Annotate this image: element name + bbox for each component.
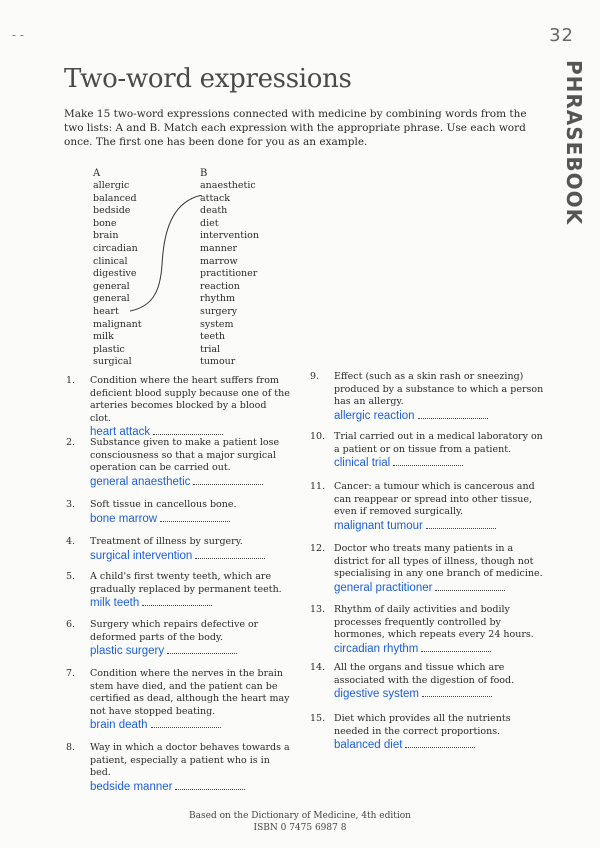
list-b-word: practitioner (200, 268, 258, 280)
question-text (334, 713, 544, 753)
list-b-word: diet (200, 217, 219, 229)
question-definition: Effect (such as a skin rash or sneezing) produced by a substance to which a person has an allergy. (334, 371, 544, 408)
answer-field[interactable]: general anaesthetic (90, 475, 191, 488)
list-b-word: teeth (200, 331, 225, 343)
footer-source: Based on the Dictionary of Medicine, 4th edition (189, 811, 411, 821)
answer-field[interactable]: digestive system (334, 688, 420, 701)
question-definition: Cancer: a tumour which is cancerous and can reappear or spread into other tissue, even if removed surgically. (334, 481, 535, 518)
answer-blank-line (421, 642, 491, 652)
answer-blank-line (160, 512, 230, 522)
answer-blank-line (151, 718, 221, 728)
list-a-word: balanced (93, 192, 137, 204)
footer-isbn: ISBN 0 7475 6987 8 (253, 823, 347, 833)
question-number: 2. (66, 437, 76, 448)
answer-blank-line (422, 687, 492, 697)
question-text (334, 431, 544, 471)
question-definition: Condition where the nerves in the brain stem have died, and the patient can be certified as dead, although the heart may not have stopped beating. (90, 668, 290, 717)
answer-field[interactable]: malignant tumour (334, 519, 423, 532)
question-number: 15. (310, 713, 326, 724)
answer-field[interactable]: plastic surgery (90, 645, 165, 658)
question-text (334, 662, 544, 702)
list-b-word: marrow (200, 255, 238, 267)
list-a-word: malignant (93, 318, 142, 330)
answer-field[interactable]: balanced diet (334, 739, 403, 752)
question-number: 12. (310, 543, 326, 554)
question-number: 1. (66, 375, 76, 386)
list-b-word: system (200, 318, 234, 330)
answer-field[interactable]: circadian rhythm (334, 642, 419, 655)
list-b-word: anaesthetic (200, 180, 256, 191)
question-number: 6. (66, 619, 76, 630)
answer-blank-line (426, 519, 496, 529)
list-b-word: reaction (200, 280, 240, 292)
answer-field[interactable]: surgical intervention (90, 549, 193, 562)
answer-field[interactable]: general practitioner (334, 581, 433, 594)
list-b-word: rhythm (200, 293, 235, 305)
answer-blank-line (193, 475, 263, 485)
question-text (90, 536, 290, 563)
answer-field[interactable]: bedside manner (90, 780, 173, 793)
list-a-word: heart (93, 305, 119, 317)
question-text (90, 619, 290, 659)
question-definition: A child's first twenty teeth, which are gradually replaced by permanent teeth. (90, 571, 282, 595)
question-definition: Surgery which repairs defective or deformed parts of the body. (90, 619, 259, 643)
question-definition: Doctor who treats many patients in a district for all types of illness, though not specialising in any one branch of medicine. (334, 543, 543, 580)
list-a-word: bone (93, 217, 117, 229)
list-a-word: general (93, 293, 130, 305)
answer-blank-line (435, 581, 505, 591)
corner-mark: - - (12, 28, 24, 42)
question-definition: Way in which a doctor behaves towards a patient, especially a patient who is in bed. (90, 742, 290, 779)
question-number: 5. (66, 571, 76, 582)
list-b-word: attack (200, 192, 231, 204)
question-text (90, 742, 290, 794)
list-b-word: death (200, 205, 228, 217)
question-text (90, 668, 290, 733)
list-b-word: intervention (200, 230, 259, 242)
question-definition: Rhythm of daily activities and bodily processes frequently controlled by hormones, which repeats every 24 hours. (334, 604, 534, 641)
question-text (90, 437, 290, 489)
instructions: Make 15 two-word expressions connected with medicine by combining words from the two lists: A and B. Match each expression with the appropriate phrase. Use each word once. The first one has been done for you as an example. (64, 108, 527, 148)
list-a-word: milk (93, 331, 114, 343)
list-a-word: plastic (93, 343, 125, 355)
list-a-word: allergic (93, 180, 130, 191)
answer-field[interactable]: milk teeth (90, 597, 140, 610)
answer-blank-line (142, 596, 212, 606)
question-number: 14. (310, 662, 326, 673)
list-a-word: circadian (93, 242, 138, 254)
question-text (90, 571, 290, 611)
question-definition: Diet which provides all the nutrients needed in the correct proportions. (334, 713, 511, 737)
answer-blank-line (195, 549, 265, 559)
question-definition: Condition where the heart suffers from deficient blood supply because one of the arteries becomes blocked by a blood clot. (90, 375, 290, 424)
answer-field[interactable]: heart attack (90, 426, 151, 439)
question-number: 9. (310, 371, 320, 382)
list-a-word: general (93, 280, 130, 292)
question-definition: All the organs and tissue which are associated with the digestion of food. (334, 662, 515, 686)
question-number: 10. (310, 431, 326, 442)
list-a-word: bedside (93, 205, 131, 217)
question-definition: Treatment of illness by surgery. (90, 536, 243, 547)
answer-blank-line (418, 409, 488, 419)
list-a-word: brain (93, 230, 119, 242)
answer-field[interactable]: clinical trial (334, 457, 391, 470)
list-b-word: surgery (200, 305, 238, 317)
list-b-word: trial (200, 343, 221, 355)
list-a-word: clinical (93, 255, 128, 267)
question-number: 13. (310, 604, 326, 615)
answer-blank-line (405, 738, 475, 748)
answer-field[interactable]: allergic reaction (334, 409, 415, 422)
question-number: 7. (66, 668, 76, 679)
question-text (334, 371, 544, 423)
list-a-word: digestive (93, 268, 137, 280)
footer (180, 810, 420, 834)
question-text (334, 604, 544, 656)
question-definition: Soft tissue in cancellous bone. (90, 499, 237, 510)
question-text (90, 499, 290, 526)
list-b-heading: B (200, 168, 208, 179)
question-text (90, 375, 290, 440)
page-title: Two-word expressions (64, 64, 352, 94)
question-number: 4. (66, 536, 76, 547)
page-number: 32 (549, 25, 574, 46)
question-definition: Trial carried out in a medical laboratory on a patient or on tissue from a patient. (334, 431, 543, 455)
list-b-word: tumour (200, 356, 236, 368)
answer-blank-line (153, 425, 223, 435)
question-number: 3. (66, 499, 76, 510)
question-text (334, 543, 544, 595)
question-text (334, 481, 544, 533)
answer-field[interactable]: brain death (90, 719, 148, 732)
list-a-word: surgical (93, 356, 132, 368)
side-tab: PHRASEBOOK (562, 60, 586, 226)
question-number: 8. (66, 742, 76, 753)
question-definition: Substance given to make a patient lose consciousness so that a major surgical operation can be carried out. (90, 437, 280, 474)
answer-blank-line (393, 456, 463, 466)
answer-blank-line (175, 780, 245, 790)
example-connector-line (130, 195, 210, 315)
answer-field[interactable]: bone marrow (90, 512, 158, 525)
list-b-word: manner (200, 242, 238, 254)
question-number: 11. (310, 481, 326, 492)
answer-blank-line (167, 644, 237, 654)
list-a-heading: A (93, 168, 101, 179)
